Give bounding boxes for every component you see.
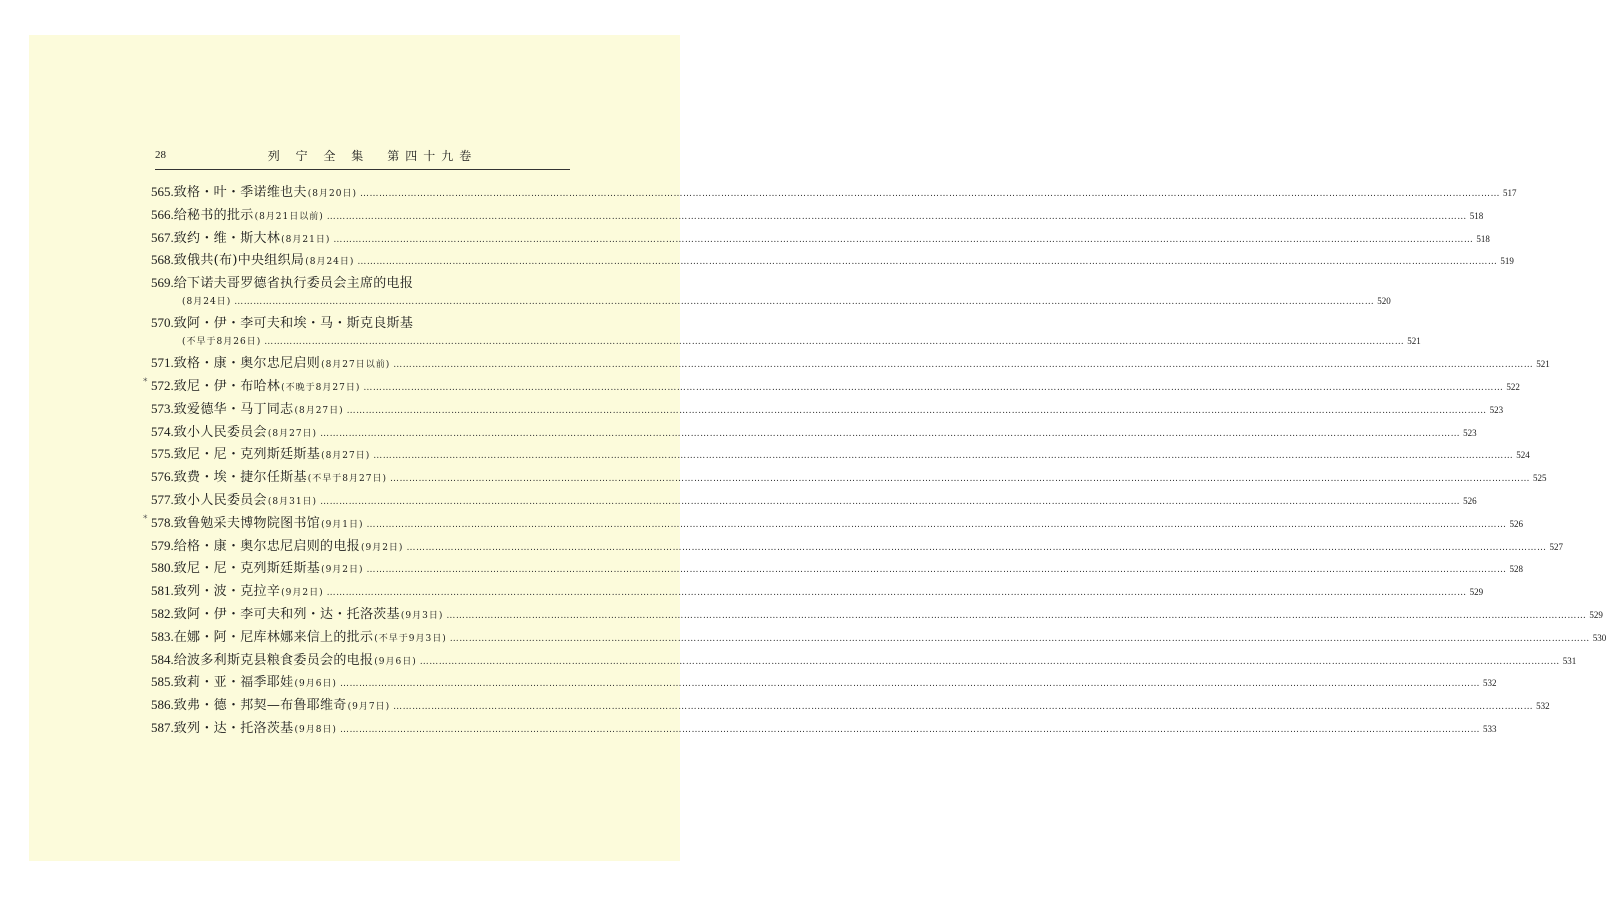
leader-dots: ……………………………………………………………………………………………………………………………………………………………………………………………………………………………………………………………………………………………………………………………… bbox=[326, 211, 1467, 222]
toc-entry[interactable] bbox=[143, 376, 1520, 400]
entry-date: (8月20日) bbox=[307, 189, 357, 199]
entry-number: 574. bbox=[151, 423, 174, 439]
leader-dots: ……………………………………………………………………………………………………………………………………………………………………………………………………………………………………………………………………………………………………………………………… bbox=[366, 565, 1507, 576]
toc-entry[interactable] bbox=[143, 513, 1524, 537]
entry-date: (9月6日) bbox=[374, 656, 417, 667]
entry-date: (8月27日) bbox=[267, 428, 318, 439]
entry-date: (不早于8月27日) bbox=[307, 474, 387, 485]
entry-title: 致尼・伊・布哈林 bbox=[173, 378, 281, 394]
entry-number: 582. bbox=[151, 605, 174, 621]
entry-number: 577. bbox=[151, 491, 174, 507]
entry-page: 520 bbox=[1377, 296, 1391, 307]
entry-date: (8月27日) bbox=[294, 405, 344, 416]
entry-date: (9月8日) bbox=[294, 724, 337, 735]
toc-entry-line bbox=[151, 719, 1497, 737]
toc-entry[interactable] bbox=[151, 719, 1497, 742]
entry-number: 571. bbox=[151, 355, 174, 371]
toc-entry[interactable] bbox=[151, 673, 1497, 696]
entry-title: 致小人民委员会 bbox=[173, 492, 267, 508]
entry-page: 525 bbox=[1532, 473, 1547, 484]
entry-number: 587. bbox=[151, 719, 174, 735]
leader-dots: ……………………………………………………………………………………………………………………………………………………………………………………………………………………………………………………………………………………………………………………………… bbox=[357, 257, 1498, 268]
entry-title: 给格・康・奥尔忠尼启则的电报 bbox=[173, 538, 360, 554]
leader-dots: ……………………………………………………………………………………………………………………………………………………………………………………………………………………………………………………………………………………………………………………………… bbox=[406, 542, 1547, 553]
leader-dots: ……………………………………………………………………………………………………………………………………………………………………………………………………………………………………………………………………………………………………………………………… bbox=[366, 519, 1507, 530]
toc-entry-line bbox=[151, 229, 1490, 247]
entry-page: 529 bbox=[1469, 587, 1484, 598]
toc-entry-line bbox=[151, 651, 1577, 669]
toc-entry[interactable] bbox=[151, 423, 1477, 446]
table-of-contents bbox=[143, 183, 1606, 742]
toc-entry-line bbox=[151, 183, 1517, 201]
entry-title: 致格・康・奥尔忠尼启则 bbox=[173, 356, 321, 372]
entry-page: 521 bbox=[1407, 336, 1421, 347]
entry-date: (9月3日) bbox=[400, 610, 444, 621]
toc-entry-line bbox=[151, 605, 1603, 623]
leader-dots: ……………………………………………………………………………………………………………………………………………………………………………………………………………………………………………………………………………………………………………………………… bbox=[320, 496, 1461, 507]
entry-page: 523 bbox=[1463, 427, 1477, 438]
toc-entry-line bbox=[151, 673, 1497, 691]
entry-number: 570. bbox=[151, 315, 174, 331]
toc-entry-line bbox=[151, 314, 576, 332]
entry-number: 585. bbox=[151, 674, 174, 690]
leader-dots: ……………………………………………………………………………………………………………………………………………………………………………………………………………………………………………………………………………………………………………………………… bbox=[333, 234, 1474, 245]
entry-page: 524 bbox=[1516, 450, 1530, 461]
entry-number: 568. bbox=[151, 252, 174, 268]
entry-page: 529 bbox=[1589, 609, 1603, 620]
entry-marker: * bbox=[143, 376, 148, 387]
entry-page: 526 bbox=[1463, 495, 1477, 506]
toc-entry[interactable] bbox=[151, 468, 1547, 491]
entry-date: (9月7日) bbox=[347, 702, 391, 713]
entry-date: (不早于8月26日) bbox=[182, 337, 262, 348]
toc-entry[interactable] bbox=[151, 251, 1514, 274]
entry-date: (8月27日) bbox=[321, 451, 371, 462]
entry-page: 531 bbox=[1562, 655, 1577, 666]
entry-title: 给波多利斯克县粮食委员会的电报 bbox=[173, 652, 374, 668]
toc-entry[interactable] bbox=[151, 559, 1524, 582]
entry-number: 578. bbox=[151, 514, 174, 530]
entry-title: 致弗・德・邦契—布鲁耶维奇 bbox=[173, 698, 347, 714]
book-title: 列 宁 全 集 第四十九卷 bbox=[267, 149, 478, 163]
entry-date: (8月27日以前) bbox=[321, 360, 391, 371]
entry-date: (8月24日) bbox=[305, 257, 355, 268]
leader-dots: ……………………………………………………………………………………………………………………………………………………………………………………………………………………………………………………………………………………………………………………………… bbox=[320, 428, 1461, 439]
entry-title: 致阿・伊・李可夫和埃・马・斯克良斯基 bbox=[173, 316, 414, 332]
entry-page: 530 bbox=[1592, 632, 1606, 643]
toc-entry-line bbox=[151, 537, 1563, 555]
entry-page: 527 bbox=[1549, 541, 1563, 552]
toc-entry-line bbox=[151, 628, 1606, 646]
entry-title: 致费・埃・捷尔任斯基 bbox=[173, 470, 307, 486]
toc-entry-line bbox=[151, 445, 1530, 463]
entry-page: 528 bbox=[1509, 564, 1524, 575]
entry-page: 521 bbox=[1536, 359, 1550, 370]
entry-title: 在娜・阿・尼库林娜来信上的批示 bbox=[173, 629, 374, 645]
toc-entry-line bbox=[151, 559, 1524, 577]
toc-entry-line bbox=[151, 696, 1550, 714]
entry-page: 526 bbox=[1509, 518, 1524, 529]
entry-title: 致约・维・斯大林 bbox=[173, 230, 281, 246]
toc-entry[interactable] bbox=[151, 651, 1577, 674]
toc-entry-line bbox=[151, 582, 1484, 600]
entry-number: 565. bbox=[151, 184, 174, 199]
entry-title: 致莉・亚・福季耶娃 bbox=[173, 675, 294, 691]
entry-page: 517 bbox=[1502, 188, 1517, 198]
leader-dots: ……………………………………………………………………………………………………………………………………………………………………………………………………………………………………………………………………………………………………………………………… bbox=[393, 360, 1534, 371]
entry-number: 584. bbox=[151, 651, 174, 667]
entry-title: 给秘书的批示 bbox=[173, 207, 254, 223]
toc-entry[interactable] bbox=[151, 537, 1563, 560]
entry-date: (8月31日) bbox=[267, 496, 318, 507]
toc-entry[interactable] bbox=[151, 354, 1550, 377]
entry-marker: * bbox=[143, 513, 148, 524]
entry-page: 518 bbox=[1476, 233, 1490, 244]
page-header bbox=[155, 147, 570, 170]
leader-dots: ……………………………………………………………………………………………………………………………………………………………………………………………………………………………………………………………………………………………………………………………… bbox=[419, 656, 1560, 667]
entry-number: 567. bbox=[151, 229, 174, 245]
entry-number: 569. bbox=[151, 275, 174, 291]
toc-entry[interactable] bbox=[151, 628, 1606, 651]
entry-page: 532 bbox=[1482, 678, 1497, 689]
toc-entry[interactable] bbox=[151, 229, 1490, 252]
toc-entry-line bbox=[151, 514, 1524, 532]
entry-title: 致鲁勉采夫博物院图书馆 bbox=[173, 515, 321, 531]
entry-title: 致格・叶・季诺维也夫 bbox=[173, 185, 307, 200]
page-number: 28 bbox=[155, 149, 166, 161]
leader-dots: ……………………………………………………………………………………………………………………………………………………………………………………………………………………………………………………………………………………………………………………………… bbox=[234, 297, 1375, 308]
toc-entry-line bbox=[151, 354, 1550, 372]
toc-entry-line bbox=[151, 377, 1520, 395]
toc-entry-line bbox=[151, 206, 1484, 224]
entry-title: 给下诺夫哥罗德省执行委员会主席的电报 bbox=[173, 276, 414, 292]
entry-page: 518 bbox=[1469, 210, 1484, 221]
entry-page: 522 bbox=[1506, 381, 1520, 392]
toc-entry-line bbox=[151, 292, 1391, 310]
entry-number: 566. bbox=[151, 206, 174, 222]
toc-entry-line bbox=[151, 274, 576, 292]
toc-entry-line bbox=[151, 423, 1477, 441]
leader-dots: ……………………………………………………………………………………………………………………………………………………………………………………………………………………………………………………………………………………………………………………………… bbox=[359, 189, 1500, 199]
entry-title: 致爱德华・马丁同志 bbox=[173, 401, 294, 417]
entry-title: 致尼・尼・克列斯廷斯基 bbox=[173, 447, 321, 463]
entry-title: 致俄共(布)中央组织局 bbox=[173, 253, 305, 269]
toc-entry[interactable] bbox=[151, 400, 1504, 423]
entry-number: 573. bbox=[151, 400, 174, 416]
leader-dots: ……………………………………………………………………………………………………………………………………………………………………………………………………………………………………………………………………………………………………………………………… bbox=[339, 724, 1480, 735]
entry-page: 523 bbox=[1489, 404, 1504, 415]
entry-date: (8月21日) bbox=[281, 234, 331, 245]
leader-dots: ……………………………………………………………………………………………………………………………………………………………………………………………………………………………………………………………………………………………………………………………… bbox=[346, 405, 1487, 416]
leader-dots: ……………………………………………………………………………………………………………………………………………………………………………………………………………………………………………………………………………………………………………………………… bbox=[449, 633, 1590, 644]
entry-date: (9月1日) bbox=[321, 519, 364, 530]
entry-page: 532 bbox=[1536, 701, 1550, 712]
toc-entry-line bbox=[151, 491, 1477, 509]
toc-entry[interactable] bbox=[151, 582, 1484, 605]
entry-number: 572. bbox=[151, 377, 174, 393]
entry-date: (8月21日以前) bbox=[254, 211, 324, 222]
leader-dots: ……………………………………………………………………………………………………………………………………………………………………………………………………………………………………………………………………………………………………………………………… bbox=[393, 702, 1534, 713]
entry-date: (8月24日) bbox=[182, 297, 232, 308]
entry-date: (9月2日) bbox=[360, 542, 404, 553]
toc-entry-line bbox=[151, 400, 1504, 418]
leader-dots: ……………………………………………………………………………………………………………………………………………………………………………………………………………………………………………………………………………………………………………………………… bbox=[326, 588, 1467, 599]
entry-number: 581. bbox=[151, 583, 174, 599]
entry-title: 致小人民委员会 bbox=[173, 424, 267, 440]
toc-entry[interactable] bbox=[151, 206, 1484, 229]
entry-date: (不早于9月3日) bbox=[374, 633, 447, 644]
leader-dots: ……………………………………………………………………………………………………………………………………………………………………………………………………………………………………………………………………………………………………………………………… bbox=[373, 451, 1514, 462]
toc-entry-line bbox=[151, 468, 1547, 486]
entry-number: 576. bbox=[151, 469, 174, 485]
leader-dots: ……………………………………………………………………………………………………………………………………………………………………………………………………………………………………………………………………………………………………………………………… bbox=[339, 679, 1480, 690]
leader-dots: ……………………………………………………………………………………………………………………………………………………………………………………………………………………………………………………………………………………………………………………………… bbox=[363, 382, 1504, 393]
toc-entry[interactable] bbox=[151, 491, 1477, 514]
entry-title: 致列・达・托洛茨基 bbox=[173, 720, 294, 736]
entry-number: 575. bbox=[151, 446, 174, 462]
entry-number: 580. bbox=[151, 560, 174, 576]
entry-number: 586. bbox=[151, 697, 174, 713]
leader-dots: ……………………………………………………………………………………………………………………………………………………………………………………………………………………………………………………………………………………………………………………………… bbox=[264, 337, 1405, 348]
toc-entry-line bbox=[151, 251, 1514, 269]
toc-entry[interactable] bbox=[151, 183, 1517, 206]
leader-dots: ……………………………………………………………………………………………………………………………………………………………………………………………………………………………………………………………………………………………………………………………… bbox=[446, 610, 1587, 621]
toc-entry[interactable] bbox=[151, 696, 1550, 719]
leader-dots: ……………………………………………………………………………………………………………………………………………………………………………………………………………………………………………………………………………………………………………………………… bbox=[389, 474, 1530, 485]
entry-page: 533 bbox=[1482, 723, 1497, 734]
toc-entry[interactable] bbox=[151, 314, 1421, 354]
toc-entry[interactable] bbox=[151, 274, 1391, 314]
entry-date: (不晚于8月27日) bbox=[281, 382, 361, 393]
entry-number: 579. bbox=[151, 537, 174, 553]
entry-title: 致列・波・克拉辛 bbox=[173, 584, 281, 600]
entry-title: 致阿・伊・李可夫和列・达・托洛茨基 bbox=[173, 606, 400, 622]
entry-date: (9月2日) bbox=[281, 588, 324, 599]
entry-page: 519 bbox=[1500, 256, 1514, 267]
entry-title: 致尼・尼・克列斯廷斯基 bbox=[173, 561, 321, 577]
toc-entry[interactable] bbox=[151, 445, 1530, 468]
entry-date: (9月2日) bbox=[321, 565, 364, 576]
toc-entry-line bbox=[151, 332, 1421, 350]
entry-number: 583. bbox=[151, 628, 174, 644]
toc-entry[interactable] bbox=[151, 605, 1603, 628]
entry-date: (9月6日) bbox=[294, 679, 337, 690]
